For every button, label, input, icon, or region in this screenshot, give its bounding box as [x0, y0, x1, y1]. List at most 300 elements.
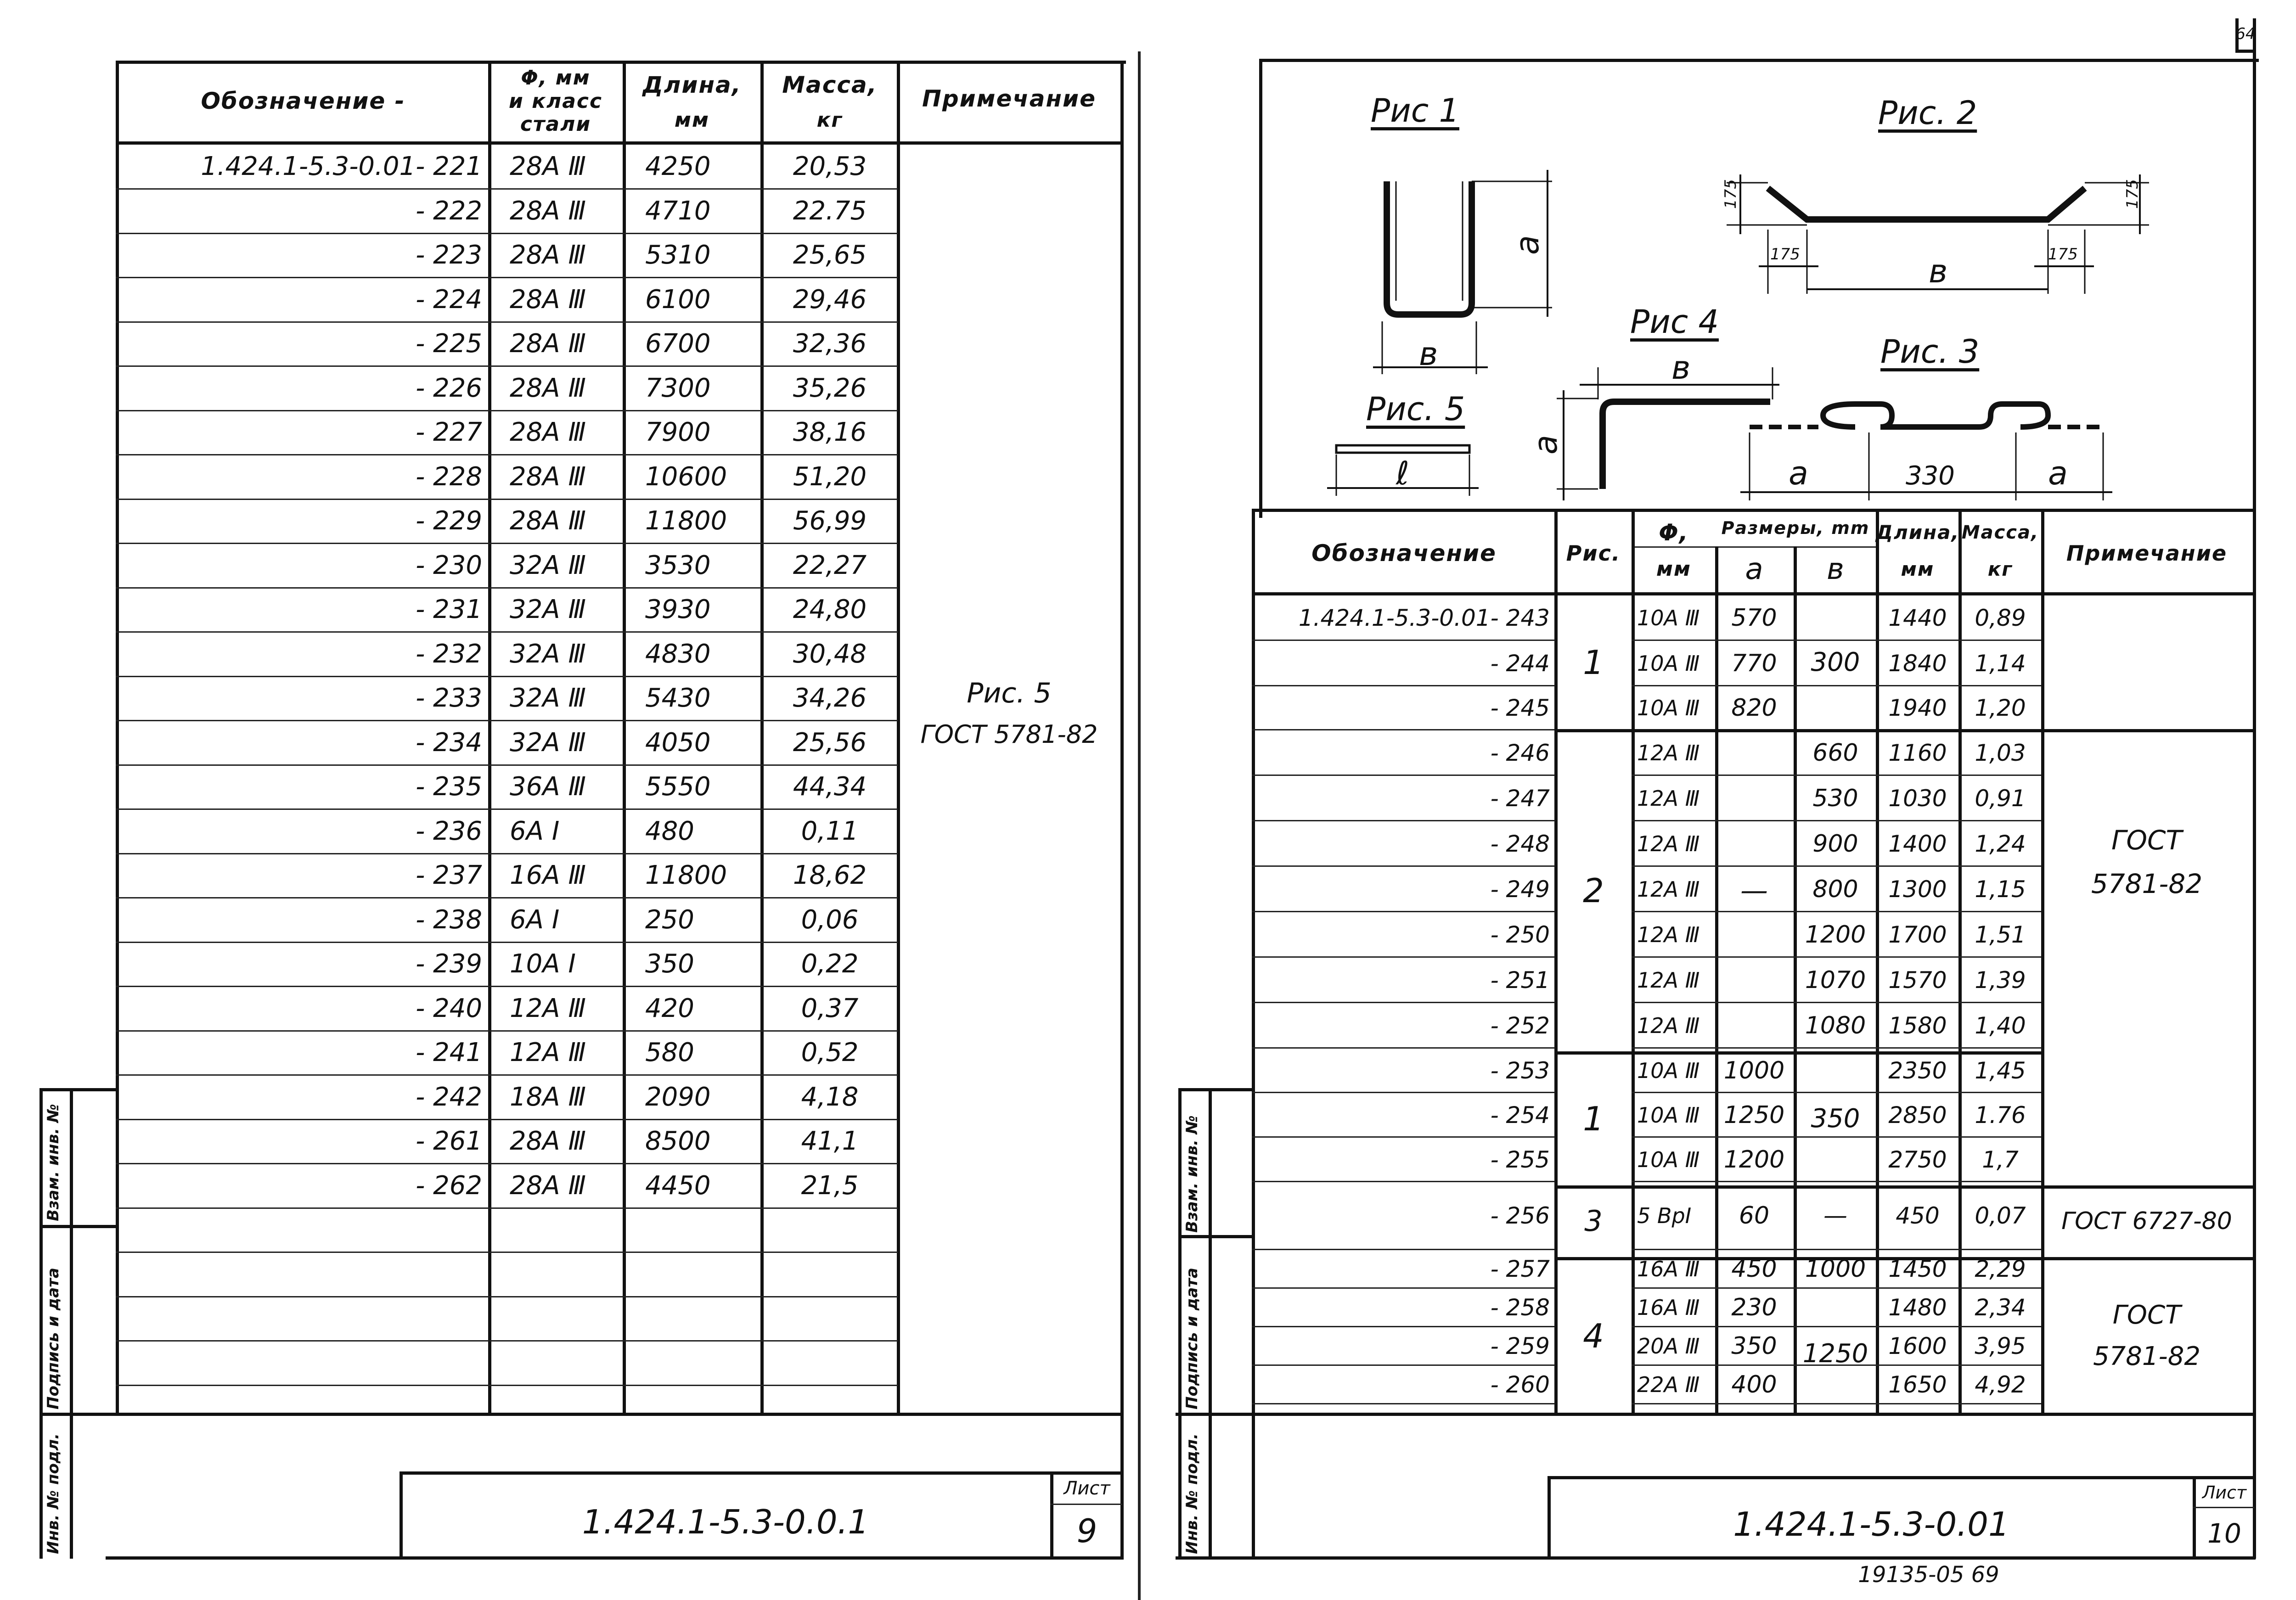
right-row-designation: - 260	[1490, 1371, 1550, 1398]
right-header-note: Примечание	[2066, 541, 2228, 566]
fig5-dim-l: ℓ	[1396, 455, 1409, 492]
right-header-length-1: Длина,	[1875, 521, 1960, 544]
left-row-mass: 21,5	[801, 1171, 859, 1201]
left-titleblock-top	[106, 1413, 1124, 1416]
left-frame-top	[116, 61, 1126, 64]
right-row-dia: 10A Ⅲ	[1637, 1058, 1700, 1083]
group-fig-4: 4	[1583, 1316, 1604, 1355]
left-header-dia-3: стали	[520, 112, 591, 136]
left-row-designation: - 241	[416, 1038, 482, 1068]
left-header-length-1: Длина,	[642, 72, 742, 98]
left-row-mass: 22,27	[793, 550, 867, 581]
fig3-dim-a-2: a	[2048, 455, 2068, 492]
left-row-designation: - 261	[416, 1126, 482, 1156]
right-header-size-a: a	[1745, 552, 1763, 586]
right-row-designation: - 257	[1490, 1256, 1550, 1282]
left-row-mass: 51,20	[793, 462, 867, 492]
right-margin-inv: Инв. № подл.	[1183, 1433, 1201, 1554]
left-row-length: 480	[645, 816, 694, 847]
left-row-dia: 12A Ⅲ	[510, 1038, 586, 1068]
left-row-dia: 28A Ⅲ	[510, 1171, 586, 1201]
left-row-mass: 34,26	[793, 683, 867, 713]
group-line-1	[1554, 729, 2253, 732]
left-row-length: 6700	[645, 329, 711, 359]
fig2-dim-175-b: 175	[1770, 245, 1800, 264]
fig3-dim-330: 330	[1906, 461, 1955, 491]
left-col-sep-4	[897, 61, 900, 1413]
right-row-designation: - 247	[1490, 785, 1550, 812]
left-row-dia: 28A Ⅲ	[510, 373, 586, 404]
right-row-size-a: 1000	[1723, 1056, 1785, 1084]
group-note-gost-a-1: ГОСТ	[2111, 825, 2182, 856]
right-row-mass: 1,03	[1975, 739, 2026, 766]
left-margin-inv: Инв. № подл.	[44, 1433, 62, 1554]
right-row-designation: 1.424.1-5.3-0.01- 243	[1298, 604, 1550, 631]
right-row-size-b: 800	[1812, 875, 1858, 903]
fig1-dim-b: в	[1419, 335, 1438, 373]
right-frame-right	[2253, 18, 2256, 1559]
right-row-designation: - 258	[1490, 1294, 1550, 1321]
left-frame-right	[1120, 61, 1124, 1558]
fig2-dim-175-c: 175	[2048, 245, 2078, 264]
left-header-note: Примечание	[922, 85, 1096, 112]
right-header-dia-2: мм	[1656, 557, 1691, 581]
left-row-mass: 0,37	[801, 994, 859, 1024]
right-header-sizes: Размеры, mm	[1721, 518, 1870, 538]
right-doc-code: 1.424.1-5.3-0.01	[1733, 1505, 2009, 1544]
right-row-dia: 12A Ⅲ	[1637, 967, 1700, 993]
left-row-dia: 28A Ⅲ	[510, 152, 586, 182]
left-row-dia: 28A Ⅲ	[510, 285, 586, 315]
fig3-shape	[1823, 404, 2048, 427]
left-row-length: 5310	[645, 240, 711, 270]
right-sheet-label: Лист	[2202, 1482, 2247, 1503]
right-stamp-sheet-line	[2193, 1507, 2255, 1508]
left-col-sep-1	[488, 61, 491, 1413]
right-row-mass: 0,91	[1975, 785, 2026, 812]
right-row-dia: 10A Ⅲ	[1637, 1102, 1700, 1128]
left-row-length: 4250	[645, 152, 711, 182]
right-frame-left	[1259, 59, 1262, 518]
right-row-size-b: 1000	[1805, 1255, 1866, 1283]
right-row-designation: - 249	[1490, 876, 1550, 903]
right-row-dia: 10A Ⅲ	[1637, 696, 1700, 720]
left-frame-bottom	[106, 1556, 1124, 1560]
left-row-designation: - 239	[416, 949, 482, 979]
right-row-mass: 1,20	[1975, 695, 2026, 721]
left-col-sep-2	[623, 61, 626, 1413]
left-row-length: 4710	[645, 196, 711, 226]
right-row-mass: 1,51	[1975, 921, 2026, 948]
left-row-line	[116, 1252, 898, 1253]
right-row-size-a: 350	[1731, 1332, 1777, 1360]
left-row-length: 3930	[645, 595, 711, 625]
right-row-mass: 2,34	[1975, 1294, 2026, 1321]
right-row-dia: 12A Ⅲ	[1637, 876, 1700, 902]
left-row-mass: 22.75	[793, 196, 867, 226]
right-sheet-number: 10	[2207, 1517, 2241, 1549]
right-header-length-2: мм	[1901, 558, 1935, 580]
left-row-length: 420	[645, 994, 694, 1024]
left-row-length: 6100	[645, 285, 711, 315]
left-row-designation: - 238	[416, 905, 482, 935]
left-row-mass: 41,1	[801, 1126, 859, 1156]
right-row-size-a: 1200	[1723, 1145, 1785, 1173]
left-row-designation: - 262	[416, 1171, 482, 1201]
left-row-mass: 0,52	[801, 1038, 859, 1068]
left-row-designation: - 234	[416, 728, 482, 758]
left-row-length: 4050	[645, 728, 711, 758]
left-row-designation: - 237	[416, 860, 482, 891]
left-row-dia: 28A Ⅲ	[510, 196, 586, 226]
left-stamp-left	[400, 1471, 403, 1558]
right-row-designation: - 246	[1490, 739, 1550, 766]
fig1-dim-a: a	[1508, 235, 1546, 255]
right-row-designation: - 254	[1490, 1101, 1550, 1128]
left-row-length: 2090	[645, 1082, 711, 1112]
left-row-mass: 0,11	[801, 816, 859, 847]
right-row-dia: 12A Ⅲ	[1637, 1013, 1700, 1038]
left-margin-sep-1	[39, 1225, 118, 1228]
right-bottom-note: 19135-05 69	[1858, 1562, 1999, 1588]
right-row-mass: 3,95	[1975, 1333, 2026, 1359]
right-header-dia-1: Φ,	[1659, 519, 1689, 546]
fig4-dim-a: a	[1527, 435, 1564, 455]
left-header-dia-1: Φ, мм	[521, 66, 591, 90]
right-row-designation: - 259	[1490, 1333, 1550, 1359]
left-row-dia: 36A Ⅲ	[510, 772, 586, 802]
fig4-dim-b: в	[1671, 349, 1691, 387]
left-row-designation: - 235	[416, 772, 482, 802]
right-row-dia: 22A Ⅲ	[1637, 1372, 1700, 1397]
fig2-dim-175-d: 175	[2123, 179, 2142, 209]
right-row-dia: 5 BpⅠ	[1637, 1203, 1692, 1228]
left-stamp-sheet-line	[1050, 1504, 1122, 1505]
right-row-designation: - 256	[1490, 1202, 1550, 1229]
left-row-mass: 56,99	[793, 506, 867, 536]
left-row-dia: 10A Ⅰ	[510, 949, 576, 979]
left-row-designation: - 223	[416, 240, 482, 270]
right-row-length: 450	[1896, 1202, 1940, 1229]
left-row-dia: 6A Ⅰ	[510, 816, 560, 847]
left-row-dia: 28A Ⅲ	[510, 329, 586, 359]
left-header-mass-1: Масса,	[782, 72, 878, 98]
left-row-designation: - 230	[416, 550, 482, 581]
left-row-dia: 12A Ⅲ	[510, 994, 586, 1024]
right-row-dia: 16A Ⅲ	[1637, 1257, 1700, 1281]
right-row-length: 2350	[1888, 1057, 1947, 1084]
right-row-dia: 12A Ⅲ	[1637, 922, 1700, 947]
right-header-mass-1: Масса,	[1961, 522, 2039, 543]
group-note-gost-b: ГОСТ 6727-80	[2061, 1207, 2232, 1235]
left-row-designation: - 224	[416, 285, 482, 315]
right-margin-inner	[1209, 1088, 1212, 1559]
right-row-dia: 12A Ⅲ	[1637, 740, 1700, 765]
right-row-dia: 12A Ⅲ	[1637, 786, 1700, 811]
left-row-dia: 18A Ⅲ	[510, 1082, 586, 1112]
left-row-designation: - 225	[416, 329, 482, 359]
top-page-number: 64	[2235, 25, 2256, 43]
right-row-length: 1940	[1888, 695, 1947, 721]
fig4-caption: Рис 4	[1630, 303, 1719, 341]
fig2-dim-b: в	[1929, 253, 1948, 290]
left-row-line	[116, 1296, 898, 1297]
right-row-dia: 10A Ⅲ	[1637, 1147, 1700, 1172]
left-row-length: 580	[645, 1038, 694, 1068]
right-row-dia: 20A Ⅲ	[1637, 1334, 1700, 1359]
fig5-shape	[1336, 445, 1469, 453]
left-row-dia: 32A Ⅲ	[510, 639, 586, 669]
left-row-mass: 35,26	[793, 373, 867, 404]
fig4-shape	[1603, 402, 1770, 489]
right-row-length: 1400	[1888, 830, 1947, 857]
left-row-length: 5430	[645, 683, 711, 713]
left-row-length: 8500	[645, 1126, 711, 1156]
left-row-designation: 1.424.1-5.3-0.01- 221	[201, 152, 482, 182]
right-row-mass: 1,15	[1975, 876, 2026, 903]
group-fig-1a: 1	[1583, 643, 1604, 682]
left-row-designation: - 231	[416, 595, 482, 625]
right-row-mass: 1,40	[1975, 1012, 2026, 1039]
right-row-length: 1440	[1888, 604, 1947, 631]
right-row-length: 2750	[1888, 1146, 1947, 1173]
left-row-mass: 4,18	[801, 1082, 859, 1112]
right-row-length: 1600	[1888, 1333, 1947, 1359]
right-row-mass: 1,14	[1975, 650, 2026, 677]
left-row-designation: - 236	[416, 816, 482, 847]
left-sheet-label: Лист	[1064, 1478, 1110, 1499]
left-row-length: 4830	[645, 639, 711, 669]
left-row-length: 3530	[645, 550, 711, 581]
left-row-length: 250	[645, 905, 694, 935]
left-row-mass: 25,56	[793, 728, 867, 758]
right-header-size-b: в	[1827, 552, 1844, 586]
left-row-dia: 28A Ⅲ	[510, 1126, 586, 1156]
right-margin-sep-2	[1178, 1413, 1254, 1416]
right-row-size-b: 530	[1812, 784, 1858, 812]
right-row-length: 1700	[1888, 921, 1947, 948]
left-sheet-number: 9	[1076, 1512, 1097, 1550]
right-row-length: 1030	[1888, 785, 1947, 812]
left-row-mass: 18,62	[793, 860, 867, 891]
right-row-length: 1300	[1888, 876, 1947, 903]
fold-line	[1138, 51, 1141, 1600]
left-row-designation: - 227	[416, 417, 482, 448]
left-row-dia: 28A Ⅲ	[510, 240, 586, 270]
left-row-designation: - 232	[416, 639, 482, 669]
right-row-size-a: 770	[1731, 649, 1777, 677]
fig2-shape	[1768, 188, 2085, 219]
right-row-designation: - 245	[1490, 695, 1550, 721]
right-row-mass: 1,7	[1982, 1146, 2019, 1173]
right-row-dia: 16A Ⅲ	[1637, 1295, 1700, 1320]
right-row-dia: 10A Ⅲ	[1637, 605, 1700, 630]
right-row-size-b: 1200	[1805, 921, 1866, 949]
group-fig-1b: 1	[1583, 1099, 1604, 1138]
right-row-length: 1450	[1888, 1256, 1947, 1282]
left-doc-code: 1.424.1-5.3-0.0.1	[582, 1503, 869, 1541]
left-row-line	[116, 1340, 898, 1342]
left-row-mass: 29,46	[793, 285, 867, 315]
right-row-mass: 1,24	[1975, 830, 2026, 857]
group-note-gost-c-1: ГОСТ	[2112, 1300, 2181, 1330]
left-row-dia: 6A Ⅰ	[510, 905, 560, 935]
group-a-dash: —	[1740, 874, 1768, 907]
right-row-size-a: 570	[1731, 604, 1777, 632]
left-row-mass: 0,22	[801, 949, 859, 979]
right-row-designation: - 250	[1490, 921, 1550, 948]
left-row-dia: 16A Ⅲ	[510, 860, 586, 891]
fig3-caption: Рис. 3	[1880, 333, 1980, 371]
right-margin-sep-1	[1178, 1235, 1254, 1238]
right-col-sep-7	[2041, 509, 2044, 1415]
left-row-mass: 20,53	[793, 152, 867, 182]
right-row-length: 1650	[1888, 1371, 1947, 1398]
fig3-dim-a-1: a	[1789, 455, 1808, 492]
left-frame-left	[116, 61, 119, 1415]
left-row-mass: 30,48	[793, 639, 867, 669]
fig2-dim-175-a: 175	[1722, 179, 1740, 209]
right-row-size-a: 450	[1731, 1255, 1777, 1283]
left-margin-sep-2	[39, 1413, 118, 1416]
left-row-length: 4450	[645, 1171, 711, 1201]
left-row-length: 7300	[645, 373, 711, 404]
right-margin-podpis: Подпись и дата	[1183, 1268, 1201, 1409]
right-margin-outer	[1178, 1088, 1182, 1559]
right-row-mass: 0,89	[1975, 604, 2026, 631]
left-row-mass: 38,16	[793, 417, 867, 448]
left-margin-top	[39, 1088, 118, 1091]
right-titleblock-top	[1176, 1413, 2256, 1416]
right-row-size-a: 400	[1731, 1371, 1777, 1398]
right-row-designation: - 252	[1490, 1012, 1550, 1039]
left-header-bottom	[116, 141, 1124, 145]
group-note-gost-a-2: 5781-82	[2091, 868, 2203, 899]
left-row-dia: 32A Ⅲ	[510, 550, 586, 581]
right-row-mass: 4,92	[1975, 1371, 2026, 1398]
left-row-mass: 44,34	[793, 772, 867, 802]
left-margin-outer	[39, 1088, 43, 1559]
left-header-mass-2: кг	[816, 108, 843, 132]
right-row-mass: 0,07	[1975, 1202, 2026, 1229]
right-table-top	[1252, 509, 2256, 512]
right-col-sep-2	[1632, 509, 1635, 1415]
right-row-length: 2850	[1888, 1101, 1947, 1128]
right-row-dia: 12A Ⅲ	[1637, 831, 1700, 856]
left-note-fig: Рис. 5	[967, 677, 1052, 709]
left-row-length: 10600	[645, 462, 727, 492]
right-row-designation: - 251	[1490, 966, 1550, 994]
left-row-dia: 28A Ⅲ	[510, 462, 586, 492]
right-row-size-b: 900	[1812, 830, 1858, 858]
right-header-mass-2: кг	[1987, 558, 2013, 580]
left-row-length: 11800	[645, 506, 727, 536]
right-stamp-left	[1548, 1476, 1551, 1558]
left-row-length: 7900	[645, 417, 711, 448]
right-frame-left-lower	[1252, 509, 1255, 1559]
fig5-caption: Рис. 5	[1366, 390, 1465, 428]
left-margin-inner	[70, 1088, 73, 1559]
group-line-4	[1554, 1257, 2253, 1260]
right-frame-bottom	[1176, 1556, 2256, 1560]
left-row-mass: 0,06	[801, 905, 859, 935]
left-row-dia: 32A Ⅲ	[510, 728, 586, 758]
left-row-mass: 32,36	[793, 329, 867, 359]
left-row-dia: 28A Ⅲ	[510, 506, 586, 536]
left-row-length: 11800	[645, 860, 727, 891]
right-header-designation: Обозначение	[1311, 540, 1497, 567]
right-row-designation: - 253	[1490, 1057, 1550, 1084]
right-row-length: 1480	[1888, 1294, 1947, 1321]
right-row-length: 1570	[1888, 966, 1947, 994]
left-row-mass: 25,65	[793, 240, 867, 270]
right-row-designation: - 244	[1490, 650, 1550, 677]
group-fig-2: 2	[1583, 871, 1604, 910]
left-row-designation: - 229	[416, 506, 482, 536]
right-row-size-b: 1080	[1805, 1011, 1866, 1039]
right-row-length: 1580	[1888, 1012, 1947, 1039]
group-fig-3: 3	[1584, 1204, 1603, 1238]
right-row-mass: 1,45	[1975, 1057, 2026, 1084]
right-row-size-a: 820	[1731, 694, 1777, 722]
left-note-gost: ГОСТ 5781-82	[920, 720, 1098, 749]
left-header-dia-2: и класс	[508, 90, 603, 113]
left-row-line	[116, 1385, 898, 1386]
right-row-size-a: 60	[1739, 1202, 1770, 1229]
right-row-mass: 1.76	[1975, 1101, 2026, 1128]
left-row-designation: - 240	[416, 994, 482, 1024]
group-note-gost-c-2: 5781-82	[2093, 1342, 2200, 1371]
fig2-caption: Рис. 2	[1878, 94, 1977, 132]
left-row-designation: - 226	[416, 373, 482, 404]
right-row-dia: 10A Ⅲ	[1637, 651, 1700, 676]
right-row-length: 1840	[1888, 650, 1947, 677]
group-b-350: 350	[1811, 1103, 1860, 1134]
left-row-designation: - 242	[416, 1082, 482, 1112]
right-header-fig: Рис.	[1566, 541, 1621, 566]
right-row-mass: 1,39	[1975, 966, 2026, 994]
left-header-designation: Обозначение -	[201, 88, 405, 114]
left-row-length: 350	[645, 949, 694, 979]
right-row-size-a: 1250	[1723, 1101, 1785, 1129]
left-row-dia: 28A Ⅲ	[510, 417, 586, 448]
left-row-dia: 32A Ⅲ	[510, 683, 586, 713]
right-stamp-top	[1548, 1476, 2255, 1479]
group-b-300: 300	[1811, 647, 1860, 677]
left-row-designation: - 228	[416, 462, 482, 492]
right-row-designation: - 255	[1490, 1146, 1550, 1173]
right-margin-vzam: Взам. инв. №	[1183, 1115, 1201, 1233]
right-row-mass: 2,29	[1975, 1256, 2026, 1282]
left-header-length-2: мм	[675, 108, 709, 132]
right-row-size-b: 660	[1812, 739, 1858, 767]
fig1-caption: Рис 1	[1371, 92, 1459, 129]
left-stamp-top	[400, 1471, 1123, 1475]
right-row-designation: - 248	[1490, 830, 1550, 857]
left-margin-vzam: Взам. инв. №	[44, 1104, 62, 1221]
right-row-length: 1160	[1888, 739, 1947, 766]
fig1-shape	[1387, 181, 1472, 314]
left-row-length: 5550	[645, 772, 711, 802]
right-row-size-b: 1070	[1805, 966, 1866, 994]
left-margin-podpis: Подпись и дата	[44, 1268, 62, 1409]
left-row-designation: - 233	[416, 683, 482, 713]
right-frame-top	[1259, 59, 2259, 62]
left-row-designation: - 222	[416, 196, 482, 226]
left-row-dia: 32A Ⅲ	[510, 595, 586, 625]
left-row-mass: 24,80	[793, 595, 867, 625]
right-margin-top	[1178, 1088, 1254, 1091]
